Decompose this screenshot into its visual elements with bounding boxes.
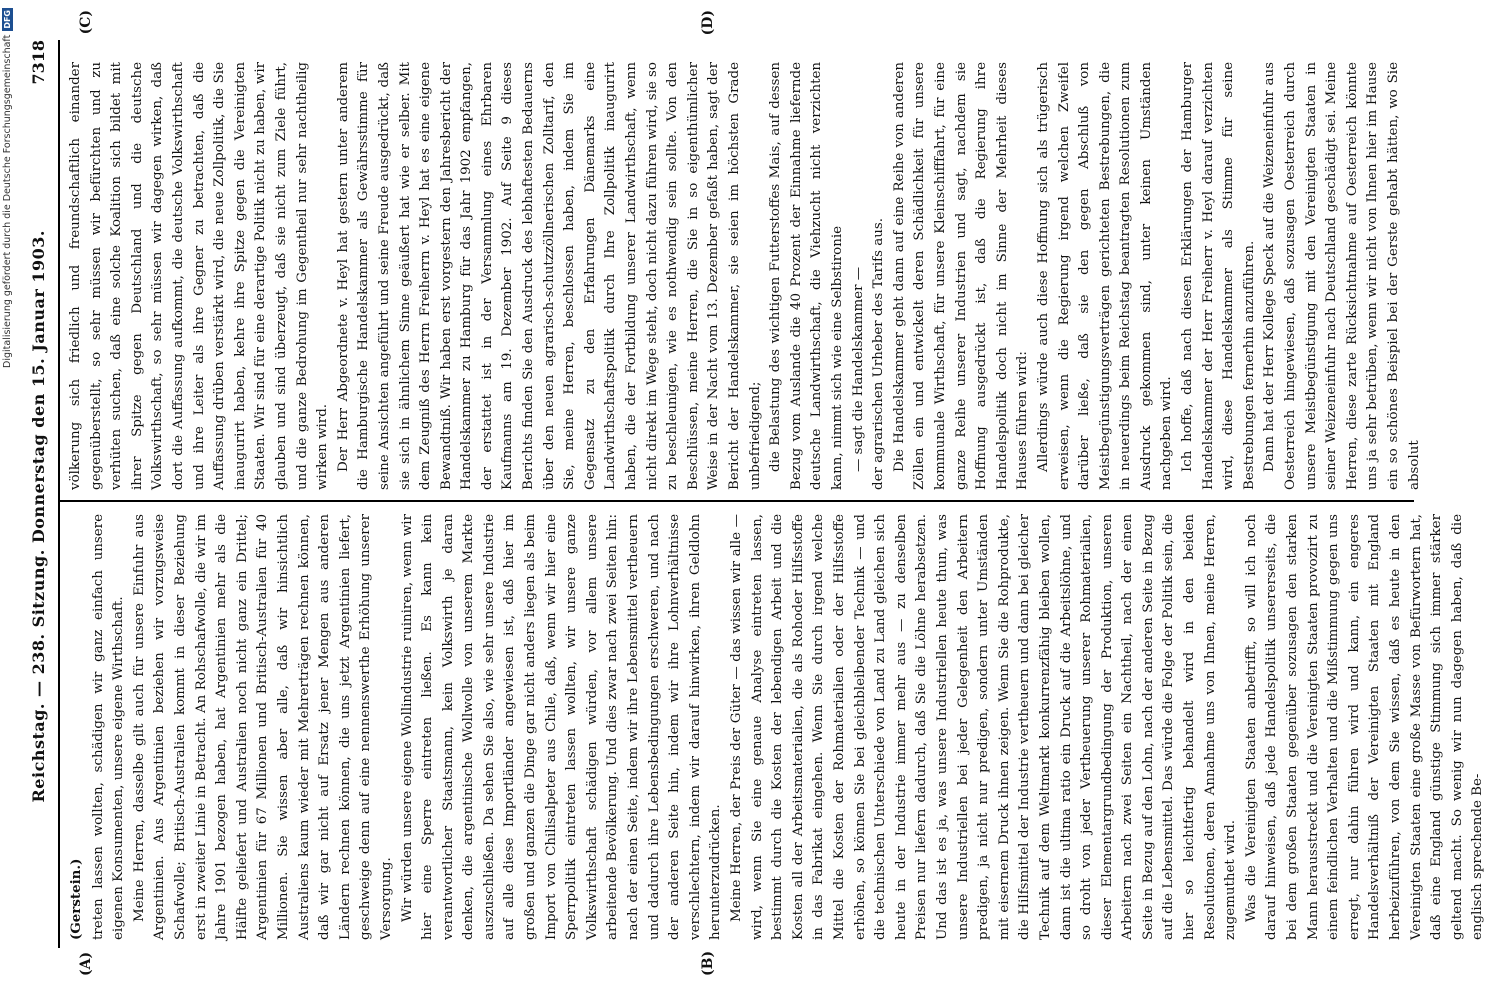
margin-marker-d: (D) <box>700 10 716 36</box>
paragraph: völkerung sich friedlich und freundschaftlich einander gegenüberstellt, so sehr müssen wir befürchten und zu verhüten suchen, daß eine solche Koalition sich bildet mit ihrer Spitze gegen Deutschland und die deutsche Volkswirthschaft, so sehr müssen wir dagegen wirken, daß dort die Auffassung aufkommt, die deutsche Volkswirthschaft und ihre Leiter als ihre Gegner zu betrachten, daß die Auffassung drüben verstärkt wird, die neue Zollpolitik, die Sie inaugurirt haben, kehre ihre Spitze gegen die Vereinigten Staaten. Wir sind für eine derartige Politik nicht zu haben, wir glauben und sind überzeugt, daß sie nicht zum Ziele führt, und die ganze Bedrohung im Gegentheil nur sehr nachtheilig wirken wird. <box>68 62 331 490</box>
paragraph: Meine Herren, dasselbe gilt auch für unsere Einfuhr aus Argentinien. Aus Argentinien beziehen wir vorzugsweise Schafwolle; Britisch-Australien kommt in dieser Beziehung erst in zweiter Linie in Betracht. An Rohschafwolle, die wir im Jahre 1901 bezogen haben, hat Argentinien mehr als die Hälfte geliefert und Australien noch nicht ganz ein Drittel; Argentinien für 67 Millionen und Britisch-Australien für 40 Millionen. Sie wissen aber alle, daß wir hinsichtlich Australiens kaum wieder mit Mehrerträgen rechnen können, daß wir gar nicht auf Ersatz jener Mengen aus anderen Ländern rechnen können, die uns jetzt Argentinien liefert, geschweige denn auf eine nennenswerthe Erhöhung unserer Versorgung. <box>131 514 394 940</box>
paragraph: Die Handelskammer geht dann auf eine Reihe von anderen Zöllen ein und entwickelt deren Schädlichkeit für unsere kommunale Wirthschaft, für unsere Kleinschifffahrt, für eine ganze Reihe unserer Industrien und sagt, nachdem sie Hoffnung ausgedrückt ist, daß die Regierung ihre Handelspolitik doch nicht im Sinne der Mehrheit dieses Hauses führen wird: <box>891 62 1031 490</box>
paragraph: Was die Vereinigten Staaten anbetrifft, so will ich noch darauf hinweisen, daß jede Handelspolitik unsererseits, die bei dem großen Staaten gegenüber sozusagen den starken Mann herausstreckt und die Vereinigten Staaten provozirt zu einem feindlichen Verhalten und die Mißstimmung gegen uns erregt, nur dahin führen wird und kann, ein engeres Handelsverhältniß der Vereinigten Staaten mit England herbeizuführen, von dem Sie wissen, daß es heute in den Vereinigten Staaten eine große Masse von Befürwortern hat, daß eine England günstige Stimmung sich immer stärker geltend macht. So wenig wir nun dagegen haben, daß die englisch sprechende Be- <box>1243 514 1486 940</box>
margin-marker-b: (B) <box>700 950 716 976</box>
margin-marker-c: (C) <box>78 10 94 35</box>
column-divider <box>60 500 1414 502</box>
paragraph: Ich hoffe, daß nach diesen Erklärungen der Hamburger Handelskammer der Herr Freiherr v. Heyl darauf verzichten wird, diese Handelskammer als Stimme für seine Bestrebungen fernerhin anzuführen. <box>1180 62 1257 490</box>
credit-text: Digitalisierung gefördert durch die Deutsche Forschungsgemeinschaft <box>1 34 13 368</box>
page-header <box>18 40 58 948</box>
left-column <box>66 514 1486 940</box>
right-column <box>66 62 1422 490</box>
page-title: Reichstag. — 238. Sitzung. Donnerstag den 15. Januar 1903. <box>28 230 48 803</box>
quote: der agrarischen Urheber des Tarifs aus. <box>871 218 887 490</box>
paragraph: treten lassen wollten, schädigen wir ganz einfach unsere eigenen Konsumenten, unsere eigene Wirthschaft. <box>90 514 127 940</box>
paragraph: Dann hat der Herr Kollege Speck auf die Weizeneinfuhr aus Oesterreich hingewiesen, daß sozusagen Oesterreich durch unsere Meistbegünstigung mit den Vereinigten Staaten in seiner Weizeneinfuhr nach Deutschland geschädigt sei. Meine Herren, diese zarte Rücksichtnahme auf Oesterreich könnte uns ja sehr betrüben, wenn wir nicht von Ihnen hier im Hause ein so schönes Beispiel bei der Gerste gehabt hätten, wo Sie absolut <box>1262 62 1422 490</box>
quote-attribution: — sagt die Handelskammer — <box>850 266 866 472</box>
quote: Allerdings würde auch diese Hoffnung sich als trügerisch erweisen, wenn die Regierung irgend welchen Zweifel darüber ließe, daß sie den gegen Abschluß von Meistbegünstigungsverträgen gerichteten Bestrebungen, die in neuerdings beim Reichstag beantragten Resolutionen zum Ausdruck gekommen sind, unter keinen Umständen nachgeben wird. <box>1035 62 1175 490</box>
header-rule <box>58 40 60 948</box>
margin-marker-a: (A) <box>78 951 94 976</box>
paragraph: Wir würden unsere eigene Wollindustrie ruiniren, wenn wir hier eine Sperre eintreten ließen. Es kann kein verantwortlicher Staatsmann, kein Volkswirth je daran denken, die argentinische Wollwolle von unserem Markte auszuschließen. Da sehen Sie also, wie sehr unsere Industrie auf alle diese Importländer angewiesen ist, daß hier im großen und ganzen die Dinge gar nicht anders liegen als beim Import von Chilisalpeter aus Chile, daß, wenn wir hier eine Sperrpolitik eintreten lassen wollten, wir unsere ganze Volkswirthschaft schädigen würden, vor allem unsere arbeitende Bevölkerung. Und dies zwar nach zwei Seiten hin: nach der einen Seite, indem wir ihre Lebensmittel vertheuern und dadurch ihre Lebensbedingungen erschweren, und nach der anderen Seite hin, indem wir ihre Lohnverhältnisse verschlechtern, indem wir darauf hinwirken, ihren Geldlohn herunterzudrücken. <box>399 514 724 940</box>
paragraph: Meine Herren, der Preis der Güter — das wissen wir alle — wird, wenn Sie eine genaue Analyse eintreten lassen, bestimmt durch die Kosten der lebendigen Arbeit und die Kosten all der Arbeitsmaterialien, die als Rohoder Hilfsstoffe in das Fabrikat eingehen. Wenn Sie durch irgend welche Mittel die Kosten der Rohmaterialien oder der Hilfsstoffe erhöhen, so können Sie bei gleichbleibender Technik — und die technischen Unterschiede von Land zu Land gleichen sich heute in der Industrie immer mehr aus — zu denselben Preisen nur liefern dadurch, daß Sie die Löhne herabsetzen. Und das ist es ja, was unsere Industriellen heute thun, was unsere Industriellen bei jeder Gelegenheit den Arbeitern predigen, ja nicht nur predigen, sondern unter Umständen mit eisernem Druck ihnen zeigen. Wenn Sie die Rohprodukte, die Hilfsmittel der Industrie vertheuern und dann bei gleicher Technik auf dem Weltmarkt konkurrenzfähig bleiben wollen, dann ist die ultima ratio ein Druck auf die Arbeitslöhne, und so droht von jeder Vertheuerung unserer Rohmaterialien, dieser Elementargrundbedingung der Produktion, unseren Arbeitern nach zwei Seiten ein Nachtheil, nach der einen Seite in Bezug auf den Lohn, nach der anderen Seite in Bezug auf die Lebensmittel. Das würde die Folge der Politik sein, die hier so leichtfertig behandelt wird in den beiden Resolutionen, deren Annahme uns von Ihnen, meine Herren, zugemuthet wird. <box>729 514 1239 940</box>
page-number: 7318 <box>28 40 48 85</box>
digitization-credit <box>0 0 14 1000</box>
quote: die Belastung des wichtigen Futterstoffes Mais, auf dessen Bezug vom Auslande die 40 Prozent der Einnahme liefernde deutsche Landwirthschaft, die Viehzucht nicht verzichten kann, nimmt sich wie eine Selbstironie <box>768 62 845 490</box>
speaker-tag: (Gerstein.) <box>68 858 84 940</box>
paragraph: Der Herr Abgeordnete v. Heyl hat gestern unter anderem die Hamburgische Handelskammer als Gewährsstimme für seine Ansichten angeführt und seine Freude ausgedrückt, daß sie sich in ähnlichem Sinne geäußert hat wie er selber. Mit dem Zeugniß des Herrn Freiherrn v. Heyl hat es eine eigene Bewandtniß. Wir haben erst vorgestern den Jahresbericht der Handelskammer zu Hamburg für das Jahr 1902 empfangen, der erstattet ist in der Versammlung eines Ehrbaren Kaufmanns am 19. Dezember 1902. Auf Seite 9 dieses Berichts finden Sie den Ausdruck des lebhaftesten Bedauerns über den neuen agrarisch-schutzzöllnerischen Zolltarif, den Sie, meine Herren, beschlossen haben, indem Sie im Gegensatz zu den Erfahrungen Dänemarks eine Landwirthschaftspolitik durch Ihre Zollpolitik inaugurirt haben, die der Fortbildung unserer Landwirthschaft, wenn nicht direkt im Wege steht, doch nicht dazu führen wird, sie so zu beschleunigen, wie es nothwendig sein sollte. Von den Beschlüssen, meine Herren, die Sie in so eigenthümlicher Weise in der Nacht vom 13. Dezember gefaßt haben, sagt der Bericht der Handelskammer, sie seien im höchsten Grade unbefriedigend; <box>335 62 763 490</box>
dfg-logo: DFG <box>2 10 12 29</box>
